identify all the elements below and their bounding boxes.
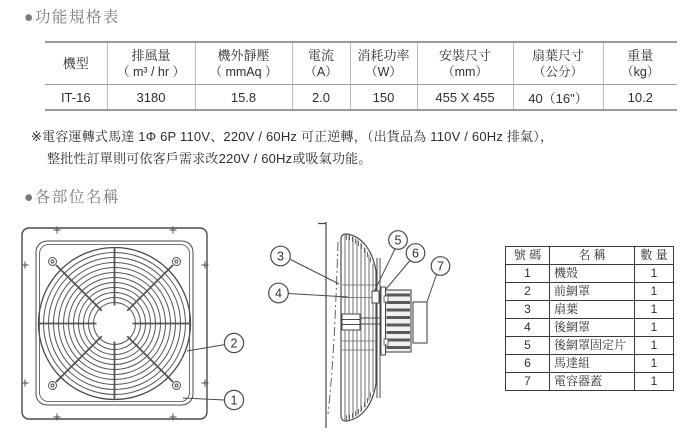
callout-4-label: 4 [275,286,282,301]
motor-body [386,290,412,352]
spec-col-blade-size: 扇葉尺寸 （公分） [513,42,603,85]
part-qty: 1 [635,373,674,391]
parts-row-7 [506,373,674,391]
hub [342,314,360,330]
grille-spokes [39,248,191,400]
spec-value-current: 2.0 [292,85,350,111]
parts-col-qty: 數 量 [635,247,674,265]
parts-table [505,246,674,391]
motor-note-line1: ※電容運轉式馬達 1Φ 6P 110V、220V / 60Hz 可正逆轉，（出貨品為 110V / 60Hz 排氣）， [31,129,554,144]
spec-value-model: IT-16 [45,85,107,111]
callout-3-leader [291,260,340,285]
parts-header-row [506,247,674,265]
callout-1-label: 1 [230,393,238,408]
spec-col-weight: 重量 （kg） [603,42,677,85]
part-no: 5 [506,337,550,355]
capacitor-cover [413,302,427,343]
parts-col-number: 號 碼 [506,247,550,265]
part-qty: 1 [635,265,674,283]
part-name: 機殼 [550,265,635,283]
spec-value-airflow: 3180 [107,85,195,111]
parts-row-6 [506,355,674,373]
panel-centerline [328,242,338,414]
part-qty: 1 [635,301,674,319]
callout-4-leader [288,294,348,298]
rear-guard-fixing-piece [372,291,379,303]
parts-row-3 [506,301,674,319]
spec-value-static-pressure: 15.8 [195,85,292,111]
callout-2-label: 2 [230,336,238,351]
parts-section-heading: ●各部位名稱 [24,189,120,206]
spec-col-static-pressure: 機外靜壓 （ mmAq ） [195,42,292,85]
spec-col-model: 機型 [45,42,107,85]
spec-table [45,41,677,111]
spec-col-power: 消耗功率 （W） [350,42,417,85]
callout-3-label: 3 [277,249,284,264]
part-no: 4 [506,319,550,337]
callout-5-label: 5 [394,233,402,248]
callout-6-label: 6 [412,246,419,261]
rear-guard-lines [377,258,380,398]
callout-7 [427,257,450,302]
spec-value-blade-size: 40（16"） [513,85,603,111]
spec-col-current: 電流 （A） [292,42,350,85]
motor-bolt-top [384,296,388,302]
part-name: 前網罩 [550,283,635,301]
callout-1-leader [183,398,225,400]
part-no: 6 [506,355,550,373]
part-no: 7 [506,373,550,391]
part-qty: 1 [635,283,674,301]
parts-row-4 [506,319,674,337]
front-view-diagram [15,222,260,437]
spec-col-airflow: 排風量 （ m³ / hr ） [107,42,195,85]
part-qty: 1 [635,319,674,337]
part-name: 馬達組 [550,355,635,373]
parts-row-5 [506,337,674,355]
part-no: 2 [506,283,550,301]
part-name: 電容器蓋 [550,373,635,391]
part-qty: 1 [635,355,674,373]
callout-6-leader [386,261,410,290]
part-no: 3 [506,301,550,319]
wall-line [318,222,326,428]
spec-value-weight: 10.2 [603,85,677,111]
callout-2 [187,333,244,352]
callout-1 [183,390,244,409]
callout-3 [271,246,339,284]
spec-col-install-size: 安裝尺寸 （mm） [417,42,513,85]
spec-section-heading: ●功能規格表 [24,9,120,26]
side-view-diagram [262,215,462,443]
part-name: 後網罩固定片 [550,337,635,355]
motor-note-line2: 整批性訂單則可依客戶需求改220V / 60Hz或吸氣功能。 [47,151,372,166]
part-name: 扇葉 [550,301,635,319]
parts-row-1 [506,265,674,283]
parts-row-2 [506,283,674,301]
part-no: 1 [506,265,550,283]
callout-7-label: 7 [437,259,444,274]
part-name: 後網罩 [550,319,635,337]
parts-col-name: 名 稱 [550,247,635,265]
callout-7-leader [427,275,437,303]
callout-6 [386,244,425,289]
motor-bolt-bottom [384,339,388,345]
part-qty: 1 [635,337,674,355]
spec-data-row [45,85,677,111]
spec-value-install-size: 455 X 455 [417,85,513,111]
spec-header-row [45,42,677,85]
spec-value-power: 150 [350,85,417,111]
